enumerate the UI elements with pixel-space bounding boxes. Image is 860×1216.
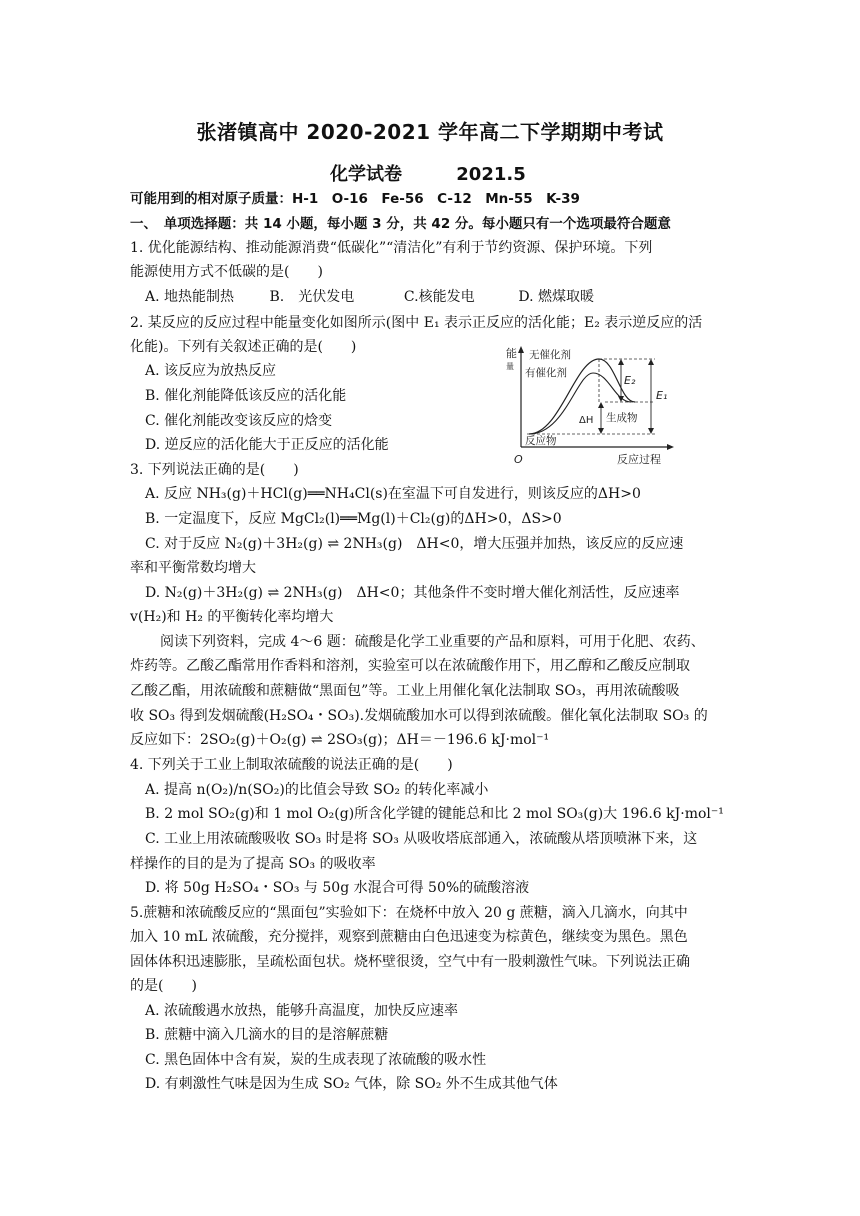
- q4-option-c-line2: 样操作的目的是为了提高 SO₃ 的吸收率: [130, 856, 376, 872]
- q5-option-d: D. 有刺激性气味是因为生成 SO₂ 气体，除 SO₂ 外不生成其他气体: [145, 1076, 558, 1092]
- diagram-reactant: 反应物: [525, 435, 557, 447]
- q1-option-c: C.核能发电: [403, 289, 475, 305]
- subject-label: 化学试卷: [330, 164, 402, 185]
- reading-line2: 炸药等。乙酸乙酯常用作香料和溶剂，实验室可以在浓硫酸作用下，用乙醇和乙酸反应制取: [130, 658, 690, 674]
- q1-options: [145, 286, 594, 308]
- diagram-dh: ΔH: [579, 415, 594, 426]
- q3-option-b: B. 一定温度下，反应 MgCl₂(l)══Mg(l)＋Cl₂(g)的ΔH>0，ΔS>0: [145, 511, 562, 527]
- exam-date: 2021.5: [456, 164, 526, 185]
- atomic-masses: 可能用到的相对原子质量：H-1 O-16 Fe-56 C-12 Mn-55 K-39: [130, 191, 580, 207]
- diagram-e2: E₂: [624, 374, 636, 387]
- diagram-y-label-2: 量: [506, 362, 514, 371]
- q2-option-b: B. 催化剂能降低该反应的活化能: [145, 388, 347, 404]
- q3-option-c-line2: 率和平衡常数均增大: [130, 560, 256, 576]
- q5-option-a: A. 浓硫酸遇水放热，能够升高温度，加快反应速率: [145, 1003, 459, 1019]
- q3-option-a: A. 反应 NH₃(g)＋HCl(g)══NH₄Cl(s)在室温下可自发进行，则该反应的ΔH>0: [145, 486, 641, 502]
- q2-option-c: C. 催化剂能改变该反应的焓变: [145, 413, 333, 429]
- q1-stem-line1: 1. 优化能源结构、推动能源消费“低碳化”“清洁化”有利于节约资源、保护环境。下列: [130, 240, 653, 256]
- reading-line4: 收 SO₃ 得到发烟硫酸(H₂SO₄・SO₃).发烟硫酸加水可以得到浓硫酸。催化氧化法制取 SO₃ 的: [130, 708, 708, 724]
- diagram-no-catalyst: 无催化剂: [529, 349, 571, 361]
- q3-option-c-line1: C. 对于反应 N₂(g)＋3H₂(g) ⇌ 2NH₃(g) ΔH<0，增大压强并加热，该反应的反应速: [145, 536, 684, 552]
- q3-option-d-line1: D. N₂(g)＋3H₂(g) ⇌ 2NH₃(g) ΔH<0；其他条件不变时增大催化剂活性，反应速率: [145, 585, 680, 601]
- reading-line5: 反应如下：2SO₂(g)＋O₂(g) ⇌ 2SO₃(g)；ΔH＝－196.6 kJ·mol⁻¹: [130, 732, 550, 748]
- q4-option-a: A. 提高 n(O₂)/n(SO₂)的比值会导致 SO₂ 的转化率减小: [145, 782, 489, 798]
- q5-stem-line1: 5.蔗糖和浓硫酸反应的“黑面包”实验如下：在烧杯中放入 20 g 蔗糖，滴入几滴水，向其中: [130, 905, 688, 921]
- diagram-e1: E₁: [656, 389, 668, 402]
- diagram-origin: O: [514, 453, 523, 466]
- diagram-x-label: 反应过程: [617, 453, 661, 466]
- q1-option-d: D. 燃煤取暖: [518, 289, 594, 305]
- q4-option-c-line1: C. 工业上用浓硫酸吸收 SO₃ 时是将 SO₃ 从吸收塔底部通入，浓硫酸从塔顶喷淋下来，这: [145, 831, 698, 847]
- diagram-y-label-1: 能: [506, 347, 517, 360]
- q5-stem-line4: 的是( ): [130, 978, 197, 994]
- q4-option-d: D. 将 50g H₂SO₄・SO₃ 与 50g 水混合可得 50%的硫酸溶液: [145, 880, 530, 896]
- reading-line3: 乙酸乙酯，用浓硫酸和蔗糖做“黑面包”等。工业上用催化氧化法制取 SO₃，再用浓硫酸吸: [130, 683, 680, 699]
- exam-subtitle: [330, 160, 730, 186]
- q4-option-b: B. 2 mol SO₂(g)和 1 mol O₂(g)所含化学键的键能总和比 2 mol SO₃(g)大 196.6 kJ·mol⁻¹: [145, 806, 724, 822]
- q2-stem-line2: 化能)。下列有关叙述正确的是( ): [130, 339, 357, 355]
- q5-option-b: B. 蔗糖中滴入几滴水的目的是溶解蔗糖: [145, 1027, 389, 1043]
- q3-option-d-line2: v(H₂)和 H₂ 的平衡转化率均增大: [130, 609, 334, 625]
- q3-stem: 3. 下列说法正确的是( ): [130, 462, 299, 478]
- section1-heading: 一、 单项选择题：共 14 小题，每小题 3 分，共 42 分。每小题只有一个选项最符合题意: [130, 216, 671, 232]
- energy-diagram: [505, 345, 675, 467]
- diagram-with-catalyst: 有催化剂: [525, 367, 567, 379]
- exam-title: 张渚镇高中 2020-2021 学年高二下学期期中考试: [196, 120, 664, 144]
- q5-stem-line2: 加入 10 mL 浓硫酸，充分搅拌，观察到蔗糖由白色迅速变为棕黄色，继续变为黑色。黑色: [130, 929, 688, 945]
- q2-option-d: D. 逆反应的活化能大于正反应的活化能: [145, 437, 389, 453]
- diagram-product: 生成物: [606, 412, 638, 424]
- q5-option-c: C. 黑色固体中含有炭，炭的生成表现了浓硫酸的吸水性: [145, 1052, 487, 1068]
- q1-option-a: A. 地热能制热: [145, 289, 235, 305]
- reading-line1: 阅读下列资料，完成 4～6 题：硫酸是化学工业重要的产品和原料，可用于化肥、农药、: [160, 634, 705, 650]
- q1-option-b: B. 光伏发电: [269, 289, 355, 305]
- q4-stem: 4. 下列关于工业上制取浓硫酸的说法正确的是( ): [130, 757, 453, 773]
- q2-stem-line1: 2. 某反应的反应过程中能量变化如图所示(图中 E₁ 表示正反应的活化能；E₂ 表示逆反应的活: [130, 315, 703, 331]
- q2-option-a: A. 该反应为放热反应: [145, 363, 277, 379]
- q1-stem-line2: 能源使用方式不低碳的是( ): [130, 264, 323, 280]
- q5-stem-line3: 固体体积迅速膨胀，呈疏松面包状。烧杯壁很烫，空气中有一股刺激性气味。下列说法正确: [130, 954, 690, 970]
